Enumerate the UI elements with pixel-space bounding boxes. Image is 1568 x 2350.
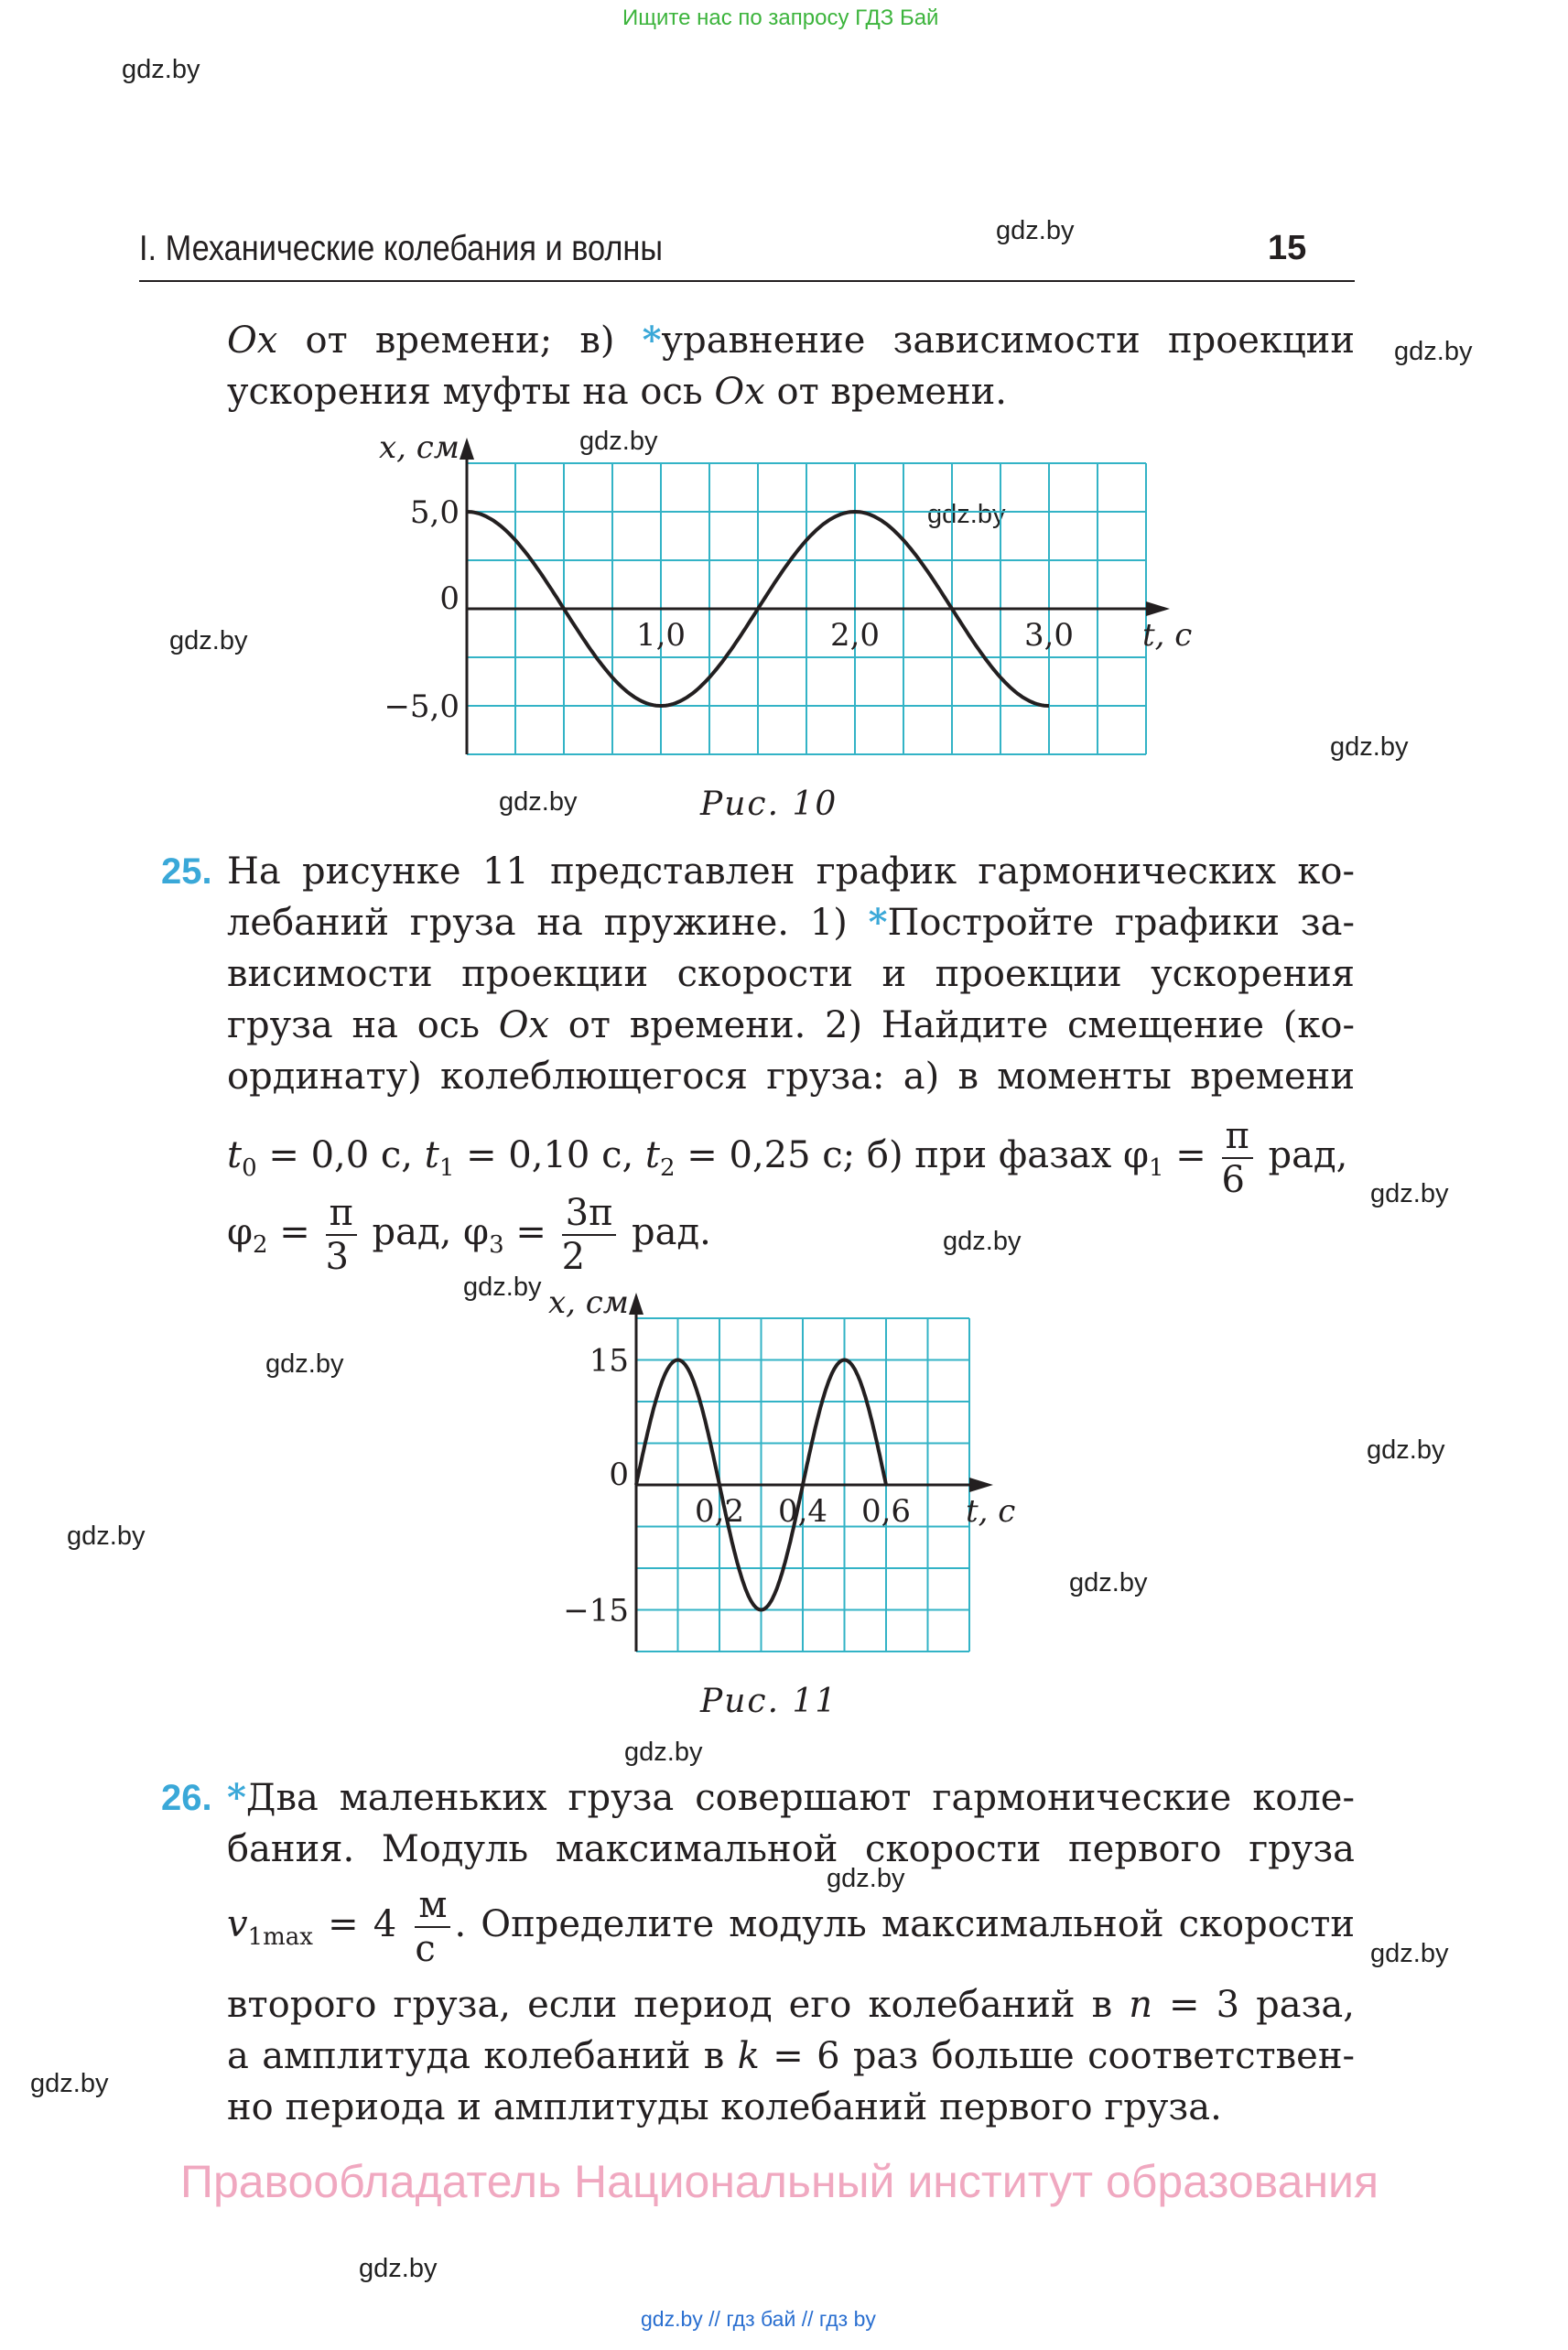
watermark: gdz.by (1370, 1939, 1449, 1968)
figure-10-caption: Рис. 10 (700, 785, 838, 823)
y-tick-label: 0 (609, 1457, 629, 1493)
watermark: gdz.by (463, 1272, 542, 1302)
watermark: gdz.by (579, 427, 658, 456)
y-tick-label: 0 (439, 580, 460, 617)
watermark: gdz.by (927, 500, 1006, 529)
x-axis-label: t, с (1142, 617, 1193, 654)
problem-26-line-1: *Два маленьких груза совершают гармонические коле- (227, 1776, 1355, 1819)
watermark: gdz.by (30, 2069, 109, 2098)
x-axis-arrow (1146, 601, 1170, 616)
x-tick-label: 3,0 (1023, 617, 1075, 654)
problem-26-line-5: а амплитуда колебаний в k = 6 раз больше соответствен- (227, 2035, 1355, 2077)
watermark: gdz.by (499, 787, 578, 817)
problem-26-line-6: но периода и амплитуды колебаний первого груза. (227, 2086, 1222, 2128)
axes (629, 1293, 993, 1651)
watermark: gdz.by (1370, 1179, 1449, 1208)
axes (460, 438, 1170, 754)
y-axis-label: x, см (547, 1284, 629, 1321)
problem-25-line-5: ординату) колеблющегося груза: а) в моменты времени (227, 1056, 1355, 1098)
x-tick-label: 0,6 (860, 1493, 912, 1530)
page-number: 15 (1268, 229, 1307, 267)
watermark: gdz.by (827, 1864, 905, 1893)
figure-11-caption: Рис. 11 (700, 1683, 838, 1720)
top-note: Ищите нас по запросу ГДЗ Бай (622, 5, 939, 30)
watermark: gdz.by (1069, 1568, 1148, 1597)
y-tick-label: −15 (563, 1592, 629, 1630)
y-axis-arrow (629, 1293, 643, 1315)
header-rule (139, 280, 1355, 282)
watermark: gdz.by (359, 2254, 438, 2283)
rights-holder: Правообладатель Национальный институт образования (180, 2156, 1379, 2207)
x-axis-label: t, с (966, 1493, 1016, 1530)
x-tick-label: 0,4 (777, 1493, 828, 1530)
problem-26-line-3: $v_{1max} = 4$ $\frac{м}{с}$ . Определите модуль максимальной скорости (227, 1884, 1356, 1970)
y-tick-label: 15 (589, 1342, 629, 1380)
fraction-pi-over-6: $\frac{\pi}{6}$ (1222, 1115, 1253, 1201)
watermark: gdz.by (943, 1227, 1022, 1256)
problem-25-number: 25. (161, 851, 212, 892)
watermark: gdz.by (265, 1349, 344, 1379)
watermark: gdz.by (122, 55, 200, 84)
x-axis-arrow (969, 1478, 993, 1492)
y-axis-arrow (460, 438, 474, 460)
problem-26-line-4: второго груза, если период его колебаний в n = 3 раза, (227, 1984, 1355, 2026)
watermark: gdz.by (67, 1522, 146, 1551)
x-tick-label: 0,2 (694, 1493, 745, 1530)
y-tick-label: −5,0 (384, 688, 460, 725)
problem-25-line-3: висимости проекции скорости и проекции ускорения (227, 953, 1355, 995)
running-header-title: I. Механические колебания и волны (139, 229, 664, 268)
intro-line-2: ускорения муфты на ось Ox от времени. (227, 371, 1008, 413)
watermark: gdz.by (624, 1738, 703, 1767)
problem-26-number: 26. (161, 1778, 212, 1818)
problem-26-line-2: бания. Модуль максимальной скорости первого груза (227, 1828, 1355, 1870)
watermark: gdz.by (1367, 1435, 1445, 1465)
watermark: gdz.by (1330, 732, 1409, 762)
fraction-3pi-over-2: $\frac{3\pi}{2}$ (562, 1192, 617, 1278)
x-tick-label: 1,0 (635, 617, 687, 654)
watermark: gdz.by (1394, 337, 1473, 366)
y-tick-label: 5,0 (409, 494, 460, 531)
problem-25-line-6: $t_0 = 0,0$ с, $t_1 = 0,10$ с, $t_2 = 0,25$ с; б) при фазах $\varphi_1$ = $\frac{\pi}{6}$ рад, (227, 1115, 1348, 1201)
intro-line-1: Ox от времени; в) *уравнение зависимости проекции (227, 319, 1356, 362)
problem-25-line-7: $\varphi_2$ = $\frac{\pi}{3}$ рад, $\varphi_3$ = $\frac{3\pi}{2}$ рад. (227, 1192, 711, 1278)
problem-25-line-2: лебаний груза на пружине. 1) *Постройте графики за- (227, 901, 1355, 944)
x-tick-label: 2,0 (829, 617, 881, 654)
fraction-m-per-s: $\frac{м}{с}$ (415, 1884, 450, 1970)
watermark: gdz.by (169, 626, 248, 655)
figure-11-chart (522, 1284, 1016, 1666)
y-axis-label: x, см (378, 429, 460, 466)
footer-links: gdz.by // гдз бай // гдз by (641, 2307, 876, 2331)
problem-25-line-4: груза на ось Ox от времени. 2) Найдите смещение (ко- (227, 1004, 1355, 1046)
fraction-pi-over-3: $\frac{\pi}{3}$ (326, 1192, 357, 1278)
watermark: gdz.by (996, 216, 1075, 245)
problem-25-line-1: На рисунке 11 представлен график гармонических ко- (227, 850, 1355, 893)
